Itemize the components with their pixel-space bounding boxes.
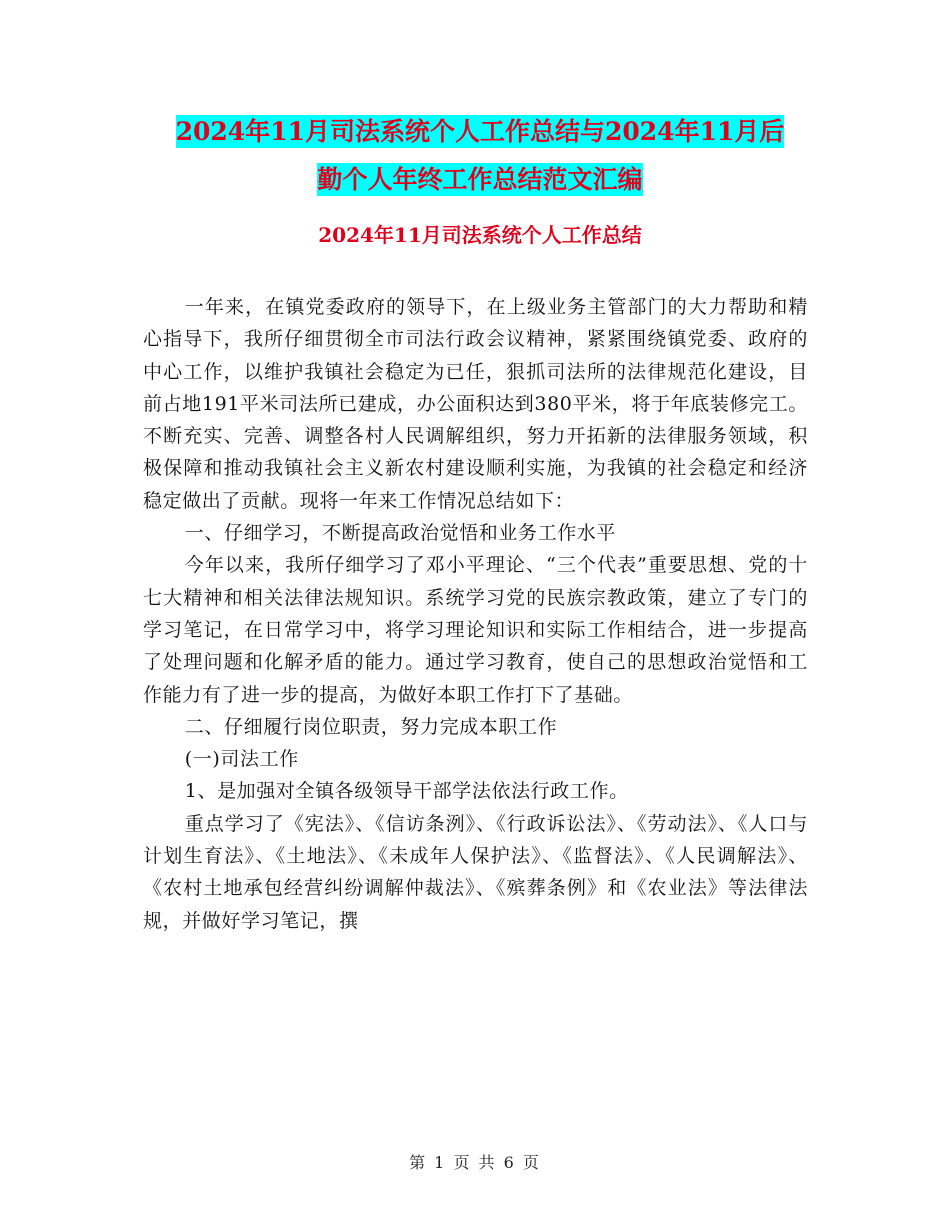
paragraph-heading-1: 一、仔细学习，不断提高政治觉悟和业务工作水平	[184, 522, 616, 545]
paragraph-study: 今年以来，我所仔细学习了邓小平理论、“三个代表”重要思想、党的十七大精神和相关法律法规知识。系统学习党的民族宗教政策，建立了专门的学习笔记，在日常学习中，将学习理论知识和实际工作相结合，进一步提高了处理问题和化解矛盾的能力。通过学习教育，使自己的思想政治觉悟和工作能力有了进一步的提高，为做好本职工作打下了基础。	[143, 554, 808, 706]
main-title-line-2: 勤个人年终工作总结范文汇编	[317, 165, 643, 194]
paragraph-laws: 重点学习了《宪法》、《信访条洌》、《行政诉讼法》、《劳动法》、《人口与计划生育法》、《土地法》、《未成年人保护法》、《监督法》、《人民调解法》、《农村土地承包经营纠纷调解仲裁法》、《殡葬条例》和《农业法》等法律法规，并做好学习笔记，撰	[143, 812, 808, 932]
paragraph-intro: 一年来，在镇党委政府的领导下，在上级业务主管部门的大力帮助和精心指导下，我所仔细贯彻全市司法行政会议精神，紧紧围绕镇党委、政府的中心工作，以维护我镇社会稳定为已任，狠抓司法所的法律规范化建设，目前占地191平米司法所已建成，办公面积达到380平米，将于年底装修完工。不断充实、完善、调整各村人民调解组织，努力开拓新的法律服务领域，积极保障和推动我镇社会主义新农村建设顺利实施，为我镇的社会稳定和经济稳定做出了贡献。现将一年来工作情况总结如下：	[143, 296, 808, 512]
document-body	[143, 291, 808, 937]
document-main-title	[140, 108, 820, 204]
paragraph-subheading-judicial: (一)司法工作	[184, 748, 299, 771]
page-footer: 第 1 页 共 6 页	[409, 1153, 541, 1172]
paragraph-heading-2: 二、仔细履行岗位职责，努力完成本职工作	[184, 715, 558, 738]
main-title-line-1: 2024年11月司法系统个人工作总结与2024年11月后	[175, 117, 785, 146]
section-title: 2024年11月司法系统个人工作总结	[318, 223, 642, 247]
paragraph-item-1: 1、是加强对全镇各级领导干部学法依法行政工作。	[184, 780, 629, 803]
